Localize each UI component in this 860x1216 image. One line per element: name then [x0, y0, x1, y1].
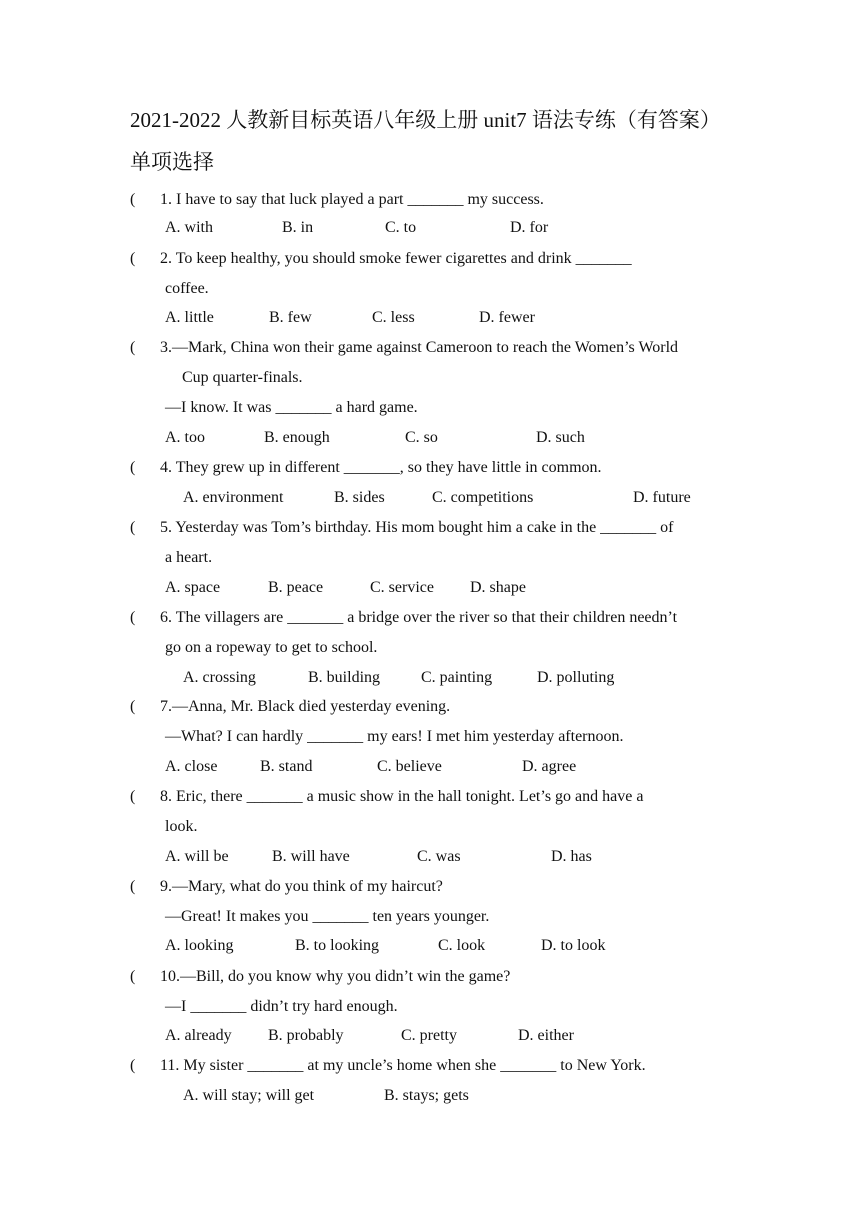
answer-option: A. crossing	[183, 669, 256, 686]
answer-option: B. in	[282, 219, 314, 236]
answer-blank-paren: (	[130, 788, 136, 805]
answer-blank-paren: (	[130, 968, 136, 985]
answer-option: C. to	[385, 219, 417, 236]
answer-option: A. with	[165, 219, 213, 236]
question-text-line: 4. They grew up in different _______, so they have little in common.	[160, 459, 602, 476]
question-text-line: 5. Yesterday was Tom’s birthday. His mom bought him a cake in the _______ of	[160, 519, 674, 536]
answer-option: A. already	[165, 1027, 232, 1044]
answer-option: B. stand	[260, 758, 313, 775]
answer-blank-paren: (	[130, 1057, 136, 1074]
question-text-line: 3.—Mark, China won their game against Cameroon to reach the Women’s World	[160, 339, 679, 356]
answer-option: C. so	[405, 429, 438, 446]
answer-option: D. shape	[470, 579, 526, 596]
document-title: 2021-2022 人教新目标英语八年级上册 unit7 语法专练（有答案）	[130, 108, 721, 132]
answer-option: B. enough	[264, 429, 330, 446]
question-text-line: —I know. It was _______ a hard game.	[165, 399, 418, 416]
question-text-line: 10.—Bill, do you know why you didn’t win the game?	[160, 968, 511, 985]
question-text-line: 1. I have to say that luck played a part _______ my success.	[160, 191, 544, 208]
answer-option: C. was	[417, 848, 461, 865]
question-text-line: 11. My sister _______ at my uncle’s home when she _______ to New York.	[160, 1057, 646, 1074]
question-text-line: 7.—Anna, Mr. Black died yesterday evening.	[160, 698, 451, 715]
answer-option: D. such	[536, 429, 585, 446]
question-text-line: go on a ropeway to get to school.	[165, 639, 378, 656]
question-text-line: 9.—Mary, what do you think of my haircut?	[160, 878, 443, 895]
question-text-line: —What? I can hardly _______ my ears! I met him yesterday afternoon.	[165, 728, 624, 745]
answer-option: D. for	[510, 219, 549, 236]
answer-option: C. believe	[377, 758, 442, 775]
answer-option: C. pretty	[401, 1027, 457, 1044]
answer-option: B. stays; gets	[384, 1087, 469, 1104]
answer-option: A. little	[165, 309, 214, 326]
answer-blank-paren: (	[130, 698, 136, 715]
answer-option: A. space	[165, 579, 221, 596]
answer-option: A. environment	[183, 489, 284, 506]
answer-option: A. looking	[165, 937, 234, 954]
answer-option: D. fewer	[479, 309, 535, 326]
answer-option: D. future	[633, 489, 691, 506]
answer-option: D. agree	[522, 758, 577, 775]
answer-option: D. has	[551, 848, 592, 865]
question-text-line: —I _______ didn’t try hard enough.	[165, 998, 398, 1015]
answer-option: C. service	[370, 579, 434, 596]
answer-blank-paren: (	[130, 339, 136, 356]
answer-option: B. sides	[334, 489, 385, 506]
answer-option: A. will be	[165, 848, 229, 865]
answer-option: B. will have	[272, 848, 350, 865]
question-text-line: look.	[165, 818, 198, 835]
answer-option: C. less	[372, 309, 415, 326]
question-text-line: 6. The villagers are _______ a bridge over the river so that their children needn’t	[160, 609, 678, 626]
answer-option: D. either	[518, 1027, 574, 1044]
section-heading: 单项选择	[130, 150, 214, 174]
answer-blank-paren: (	[130, 191, 136, 208]
question-text-line: a heart.	[165, 549, 213, 566]
question-text-line: coffee.	[165, 280, 209, 297]
answer-option: C. competitions	[432, 489, 534, 506]
question-text-line: Cup quarter-finals.	[182, 369, 303, 386]
answer-option: B. to looking	[295, 937, 380, 954]
answer-blank-paren: (	[130, 609, 136, 626]
answer-blank-paren: (	[130, 250, 136, 267]
answer-option: B. building	[308, 669, 381, 686]
answer-option: A. too	[165, 429, 205, 446]
answer-option: C. look	[438, 937, 486, 954]
question-text-line: —Great! It makes you _______ ten years younger.	[165, 908, 490, 925]
answer-blank-paren: (	[130, 459, 136, 476]
question-text-line: 8. Eric, there _______ a music show in the hall tonight. Let’s go and have a	[160, 788, 644, 805]
answer-blank-paren: (	[130, 519, 136, 536]
answer-blank-paren: (	[130, 878, 136, 895]
answer-option: B. peace	[268, 579, 324, 596]
question-text-line: 2. To keep healthy, you should smoke fewer cigarettes and drink _______	[160, 250, 632, 267]
answer-option: A. close	[165, 758, 218, 775]
answer-option: A. will stay; will get	[183, 1087, 315, 1104]
answer-option: C. painting	[421, 669, 493, 686]
answer-option: D. to look	[541, 937, 606, 954]
answer-option: B. probably	[268, 1027, 344, 1044]
answer-option: D. polluting	[537, 669, 615, 686]
answer-option: B. few	[269, 309, 312, 326]
